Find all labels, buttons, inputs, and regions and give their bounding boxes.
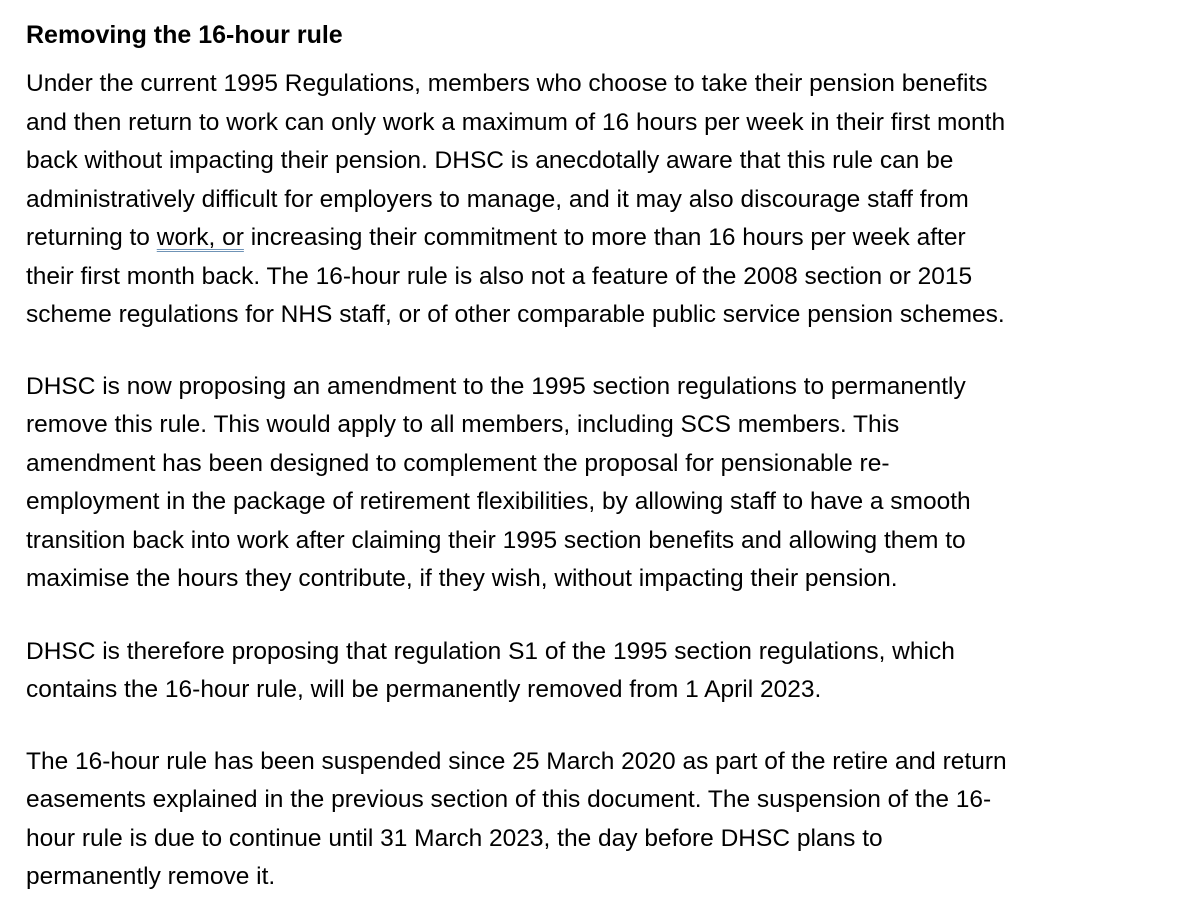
grammar-flag-underline[interactable]: work, or xyxy=(156,224,244,251)
paragraph-suspension: The 16-hour rule has been suspended since 25 March 2020 as part of the retire and return easements explained in the previous section of this document. The suspension of the 16- hour rule is due to continue until 31 March 2023, the day before DHSC plans to permanently remove it. xyxy=(26,747,1007,890)
document-body xyxy=(26,18,1176,897)
paragraph-1-text-after: increasing their commitment to more than 16 hours per week after their first month back. The 16-hour rule is also not a feature of the 2008 section or 2015 scheme regulations for NHS staff, or of other comparable public service pension schemes. xyxy=(26,224,1005,328)
paragraph-1-text-before: Under the current 1995 Regulations, members who choose to take their pension benefits and then return to work can only work a maximum of 16 hours per week in their first month back without impacting their pension. DHSC is anecdotally aware that this rule can be administratively difficult for employers to manage, and it may also discourage staff from returning to xyxy=(26,70,1006,251)
section-heading: Removing the 16-hour rule xyxy=(26,21,343,49)
paragraph-proposed-amendment: DHSC is now proposing an amendment to the 1995 section regulations to permanently remove this rule. This would apply to all members, including SCS members. This amendment has been designed to complement the proposal for pensionable re- employment in the package of retirement flexibilities, by allowing staff to have a smooth transition back into work after claiming their 1995 section benefits and allowing them to maximise the hours they contribute, if they wish, without impacting their pension. xyxy=(26,372,971,592)
paragraph-regulation-s1: DHSC is therefore proposing that regulation S1 of the 1995 section regulations, which contains the 16-hour rule, will be permanently removed from 1 April 2023. xyxy=(26,637,955,703)
paragraph-current-regulations xyxy=(26,65,1176,335)
